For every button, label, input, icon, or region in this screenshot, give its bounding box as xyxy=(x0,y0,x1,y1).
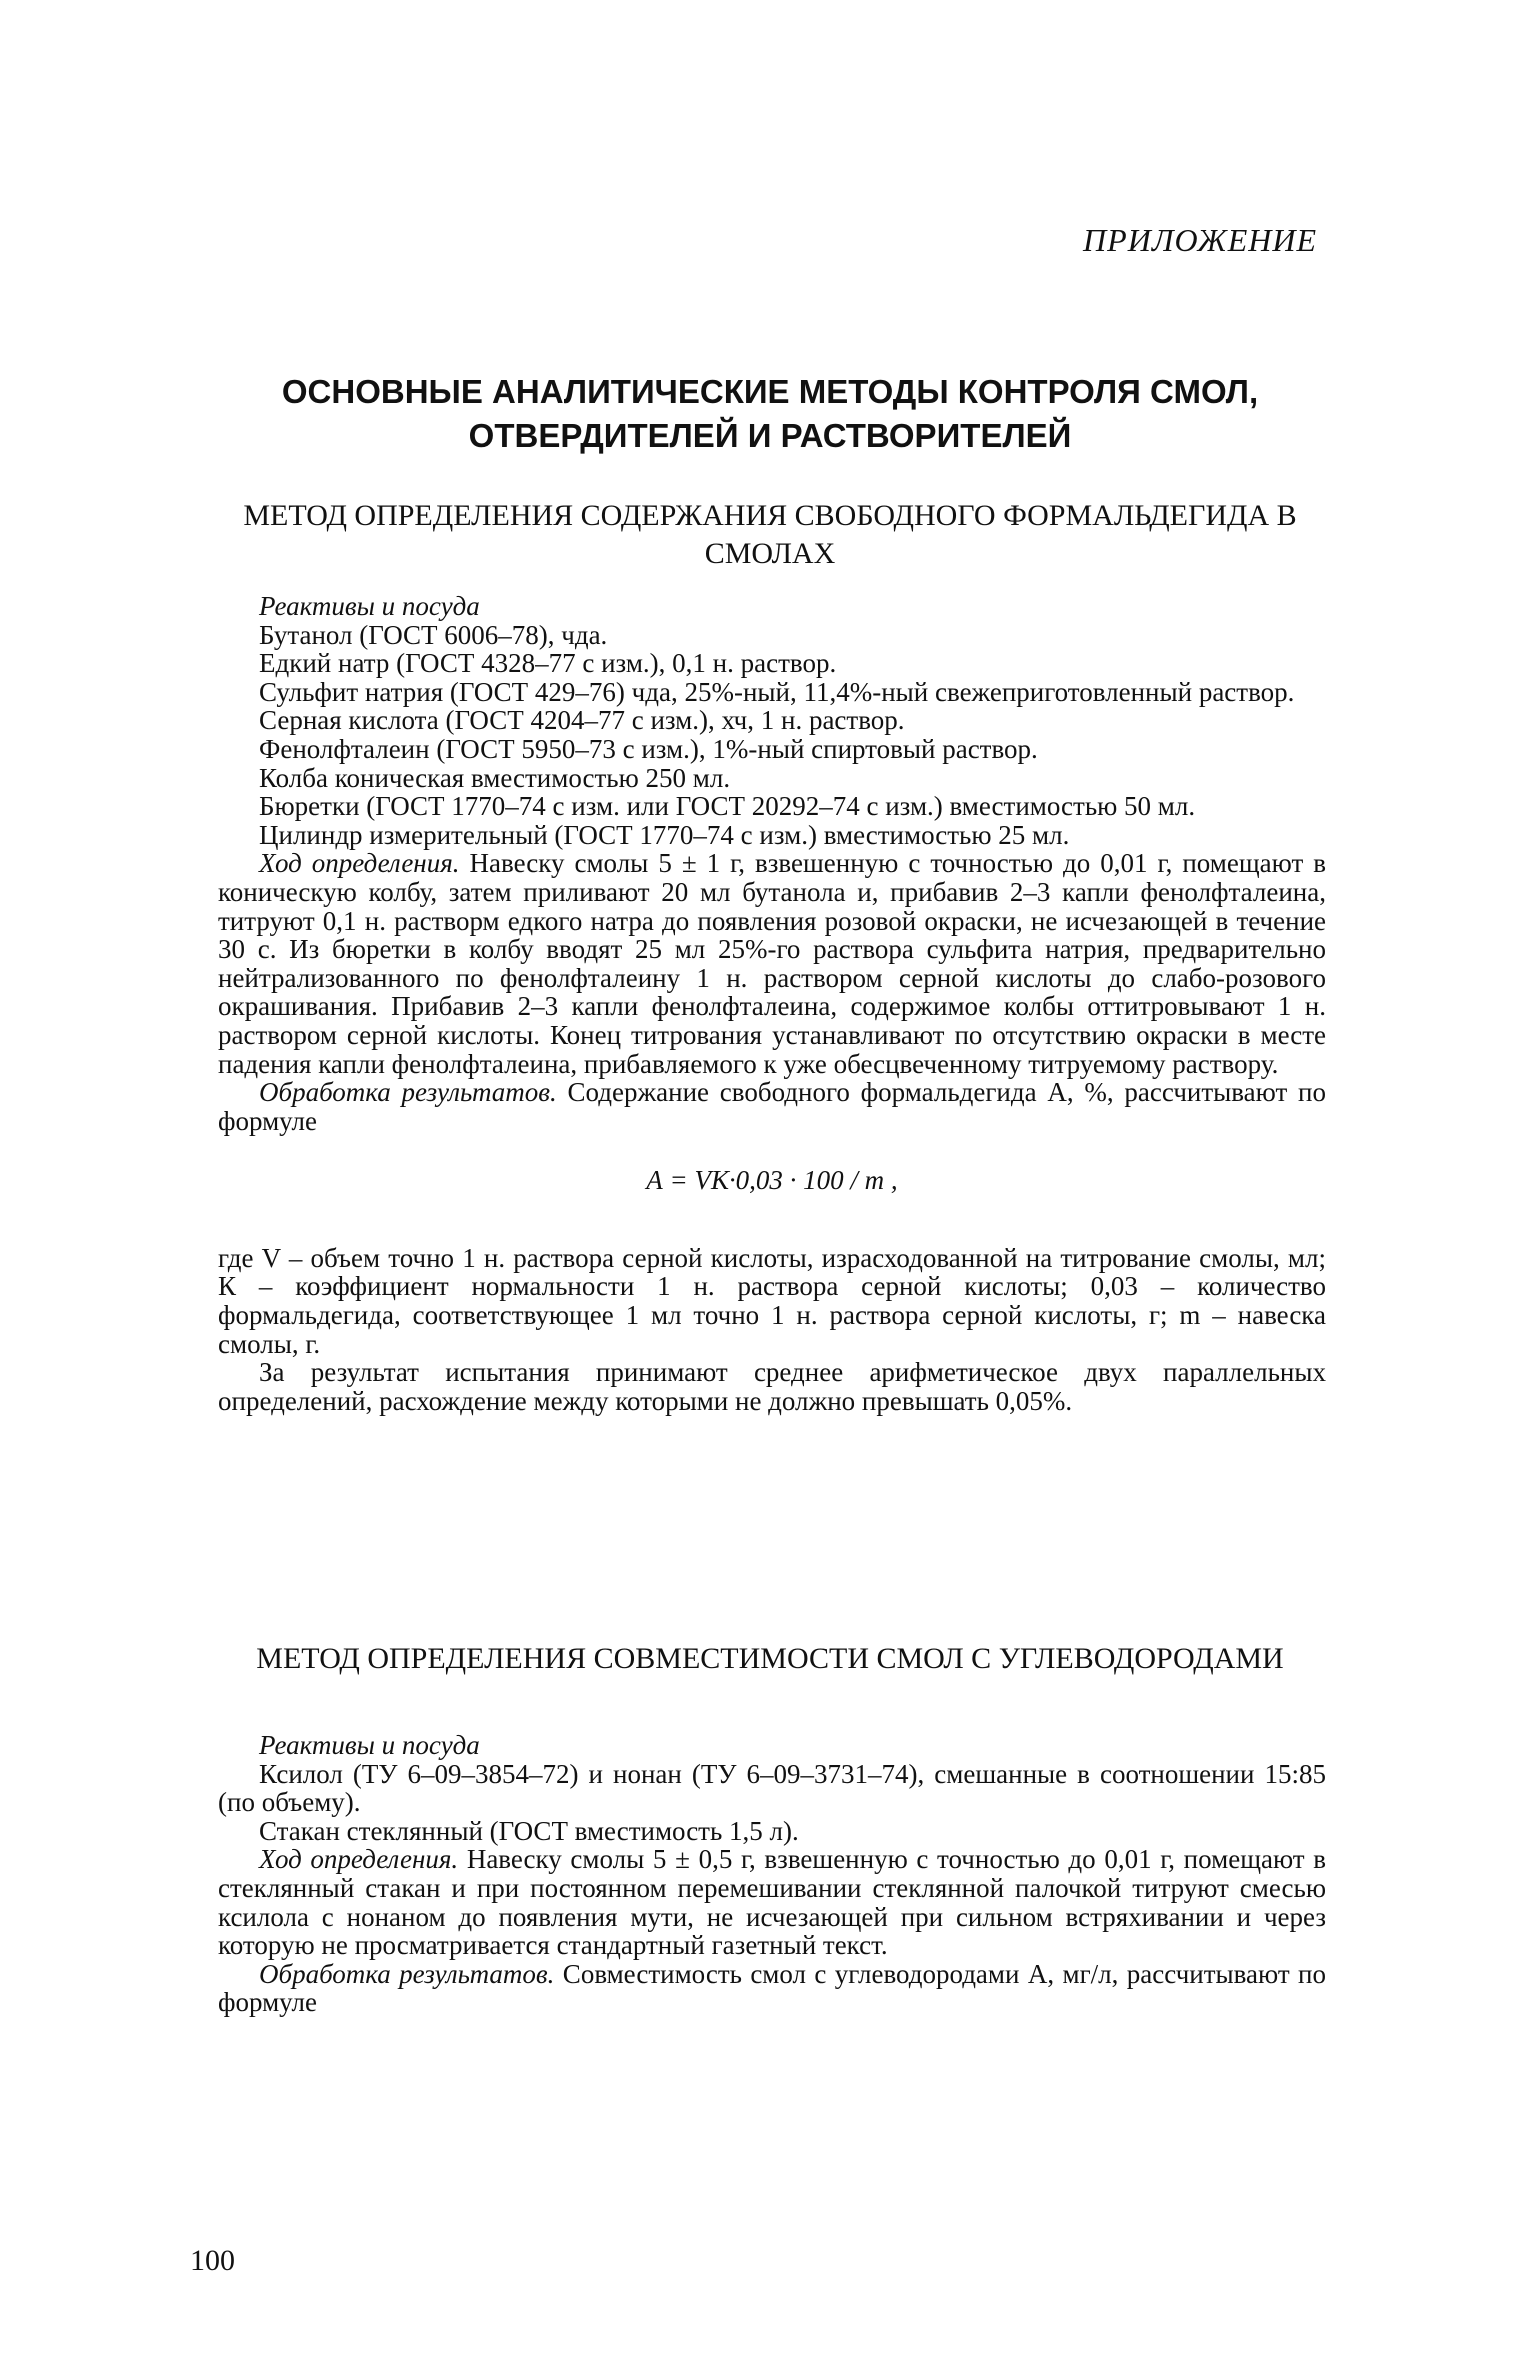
section-2-reagents-heading: Реактивы и посуда xyxy=(259,1730,480,1760)
section-1-reagent-item: Сульфит натрия (ГОСТ 429–76) чда, 25%-ный, 11,4%-ный свежеприготовленный раствор. xyxy=(259,676,1295,707)
section-1-reagent-item: Бюретки (ГОСТ 1770–74 с изм. или ГОСТ 20292–74 с изм.) вместимостью 50 мл. xyxy=(259,791,1196,822)
section-1-procedure xyxy=(218,849,1326,1078)
procedure-text: Навеску смолы 5 ± 1 г, взвешенную с точностью до 0,01 г, помещают в коническую колбу, затем приливают 20 мл бутанола и, прибавив 2–3 капли фенолфталеина, титруют 0,1 н. растворм едкого натра до появления розовой окраски, не исчезающей в течение 30 с. Из бюретки в колбу вводят 25 мл 25%-го раствора сульфита натрия, предварительно нейтрализованного по фенолфталеину 1 н. раствором серной кислоты до слабо-розового окрашивания. Прибавив 2–3 капли фенолфталеина, содержимое колбы оттитровывают 1 н. раствором серной кислоты. Конец титрования устанавливают по отсутствию окраски в месте падения капли фенолфталеина, прибавляемого к уже обесцвеченному титруемому раствору. xyxy=(218,848,1327,1079)
processing-text: Совместимость смол с углеводородами А, мг/л, рассчитывают по формуле xyxy=(218,1958,1326,2018)
procedure-label: Ход определения. xyxy=(259,848,460,879)
section-2-procedure xyxy=(218,1845,1326,1959)
procedure-label: Ход определения. xyxy=(259,1844,459,1875)
section-1-reagent-item: Бутанол (ГОСТ 6006–78), чда. xyxy=(259,619,608,650)
running-head: ПРИЛОЖЕНИЕ xyxy=(1083,222,1317,258)
section-1-body xyxy=(218,592,1326,1415)
section-2-body xyxy=(218,1731,1326,2017)
section-2-reagent-item: Стакан стеклянный (ГОСТ вместимость 1,5 л). xyxy=(259,1815,799,1846)
main-title: ОСНОВНЫЕ АНАЛИТИЧЕСКИЕ МЕТОДЫ КОНТРОЛЯ СМОЛ, ОТВЕРДИТЕЛЕЙ И РАСТВОРИТЕЛЕЙ xyxy=(281,373,1259,454)
result-statement: За результат испытания принимают среднее арифметическое двух параллельных определений, расхождение между которыми не должно превышать 0,05%. xyxy=(218,1357,1326,1416)
section-1-reagent-item: Фенолфталеин (ГОСТ 5950–73 с изм.), 1%-ный спиртовый раствор. xyxy=(259,733,1038,764)
processing-label: Обработка результатов. xyxy=(259,1958,555,1989)
section-1-reagent-item: Серная кислота (ГОСТ 4204–77 с изм.), хч, 1 н. раствор. xyxy=(259,705,905,736)
section-1-reagent-item: Колба коническая вместимостью 250 мл. xyxy=(259,762,731,793)
section-2-processing xyxy=(218,1960,1326,2017)
section-2-title: МЕТОД ОПРЕДЕЛЕНИЯ СОВМЕСТИМОСТИ СМОЛ С УГЛЕВОДОРОДАМИ xyxy=(256,1642,1284,1675)
section-1-processing xyxy=(218,1078,1326,1135)
page-number: 100 xyxy=(190,2244,235,2277)
processing-text: Содержание свободного формальдегида А, %, рассчитывают по формуле xyxy=(218,1077,1326,1136)
procedure-text: Навеску смолы 5 ± 0,5 г, взвешенную с точностью до 0,01 г, помещают в стеклянный стакан и при постоянном перемешивании стеклянной палочкой титруют смесью ксилола с нонаном до появления мути, не исчезающей при сильном встряхивании и через которую не просматривается стандартный газетный текст. xyxy=(218,1844,1326,1961)
formula: А = VК·0,03 · 100 / m , xyxy=(646,1165,898,1196)
section-1-reagent-item: Цилиндр измерительный (ГОСТ 1770–74 с изм.) вместимостью 25 мл. xyxy=(259,819,1070,850)
section-1-reagents-heading: Реактивы и посуда xyxy=(259,591,480,621)
formula-legend: где V – объем точно 1 н. раствора серной кислоты, израсходованной на титрование смолы, мл; К – коэффициент нормальности 1 н. раствора серной кислоты; 0,03 – количество формальдегида, соответствующее 1 мл точно 1 н. раствора серной кислоты, г; m – навеска смолы, г. xyxy=(218,1242,1326,1359)
processing-label: Обработка результатов. xyxy=(259,1077,557,1108)
section-1-title: МЕТОД ОПРЕДЕЛЕНИЯ СОДЕРЖАНИЯ СВОБОДНОГО ФОРМАЛЬДЕГИДА В СМОЛАХ xyxy=(243,499,1297,570)
section-2-reagent-item: Ксилол (ТУ 6–09–3854–72) и нонан (ТУ 6–09–3731–74), смешанные в соотношении 15:85 (по объему). xyxy=(218,1758,1326,1818)
section-1-reagent-item: Едкий натр (ГОСТ 4328–77 с изм.), 0,1 н. раствор. xyxy=(259,648,837,679)
